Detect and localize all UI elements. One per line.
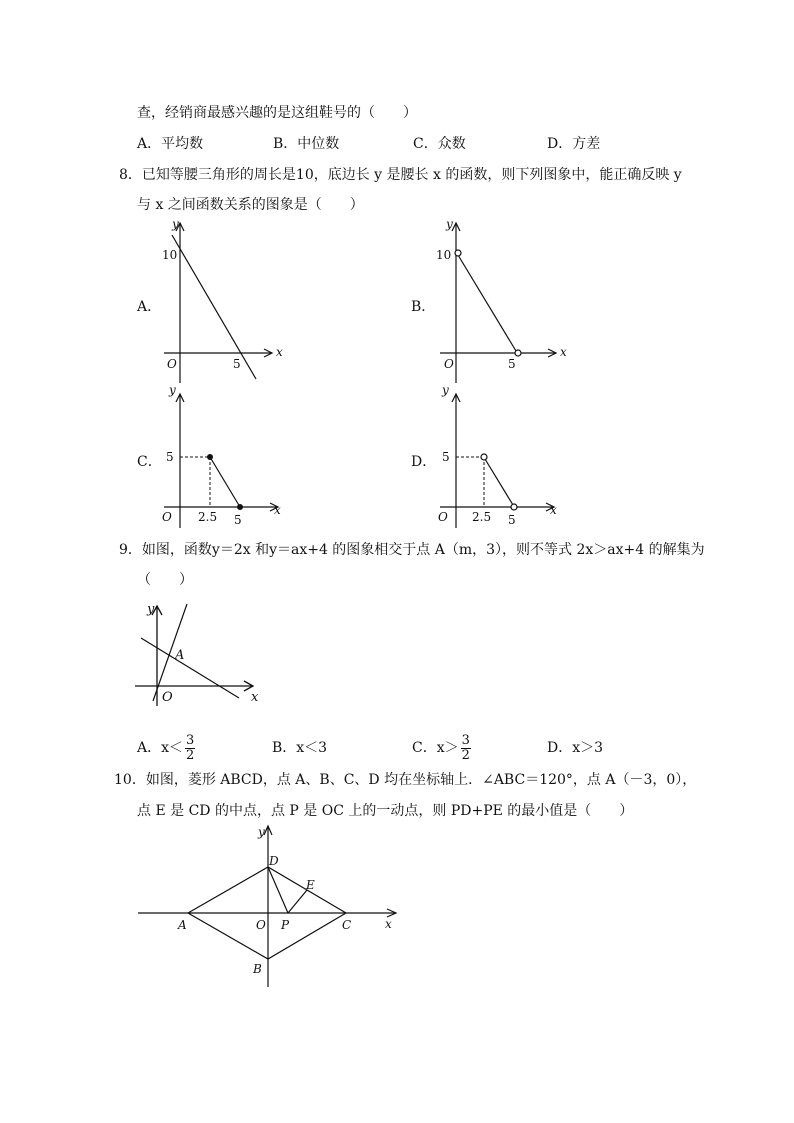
point-e-label: E	[306, 878, 315, 892]
q10-stem-line2: 点 E 是 CD 的中点，点 P 是 OC 上的一动点，则 PD+PE 的最小值是（ ）	[137, 803, 634, 819]
q7-option-d[interactable]: D．方差	[547, 136, 601, 152]
x5-label: 5	[234, 513, 242, 527]
q7-continuation: 查，经销商最感兴趣的是这组鞋号的（ ）	[137, 105, 417, 121]
x5-label: 5	[508, 357, 516, 371]
fraction: $\frac{3}{2}$	[461, 732, 470, 763]
x25-label: 2.5	[198, 510, 218, 524]
y5-label: 5	[166, 450, 174, 464]
x-axis-label: x	[251, 690, 259, 705]
y-axis-label: y	[446, 217, 453, 231]
q7-option-c[interactable]: C．众数	[413, 136, 466, 152]
y-axis-label: y	[169, 383, 176, 397]
y-axis-label: y	[147, 602, 155, 617]
origin-label: O	[162, 690, 173, 705]
q9-stem-line2: （ ）	[137, 572, 193, 588]
x25-label: 2.5	[472, 510, 492, 524]
origin-label: O	[167, 357, 177, 371]
point-p-label: P	[281, 918, 290, 932]
y-axis-label: y	[258, 825, 265, 839]
q8-option-c-label[interactable]: C．	[137, 454, 162, 470]
q8-option-a-label[interactable]: A．	[137, 299, 162, 315]
q8-graph-b	[436, 215, 576, 385]
origin-label: O	[256, 918, 266, 932]
q10-graph	[138, 822, 408, 992]
q8-option-d-label[interactable]: D．	[411, 454, 437, 470]
q7-option-a[interactable]: A．平均数	[137, 136, 204, 152]
q8-graph-a	[160, 215, 290, 385]
x-axis-label: x	[385, 917, 392, 931]
q9-option-d[interactable]: D．x＞3	[547, 740, 604, 756]
point-b-label: B	[253, 962, 262, 976]
q9-option-a-text: A．x＜	[137, 740, 184, 756]
q9-graph	[135, 598, 265, 708]
origin-label: O	[162, 510, 172, 524]
y5-label: 5	[442, 450, 450, 464]
y10-label: 10	[436, 248, 452, 262]
x-axis-label: x	[560, 345, 567, 359]
y10-label: 10	[162, 248, 178, 262]
point-a-label: A	[178, 918, 187, 932]
point-c-label: C	[342, 918, 352, 932]
q8-graph-d	[436, 380, 576, 530]
fraction: $\frac{3}{2}$	[186, 732, 195, 763]
q8-graph-c	[160, 380, 290, 530]
x-axis-label: x	[274, 503, 281, 517]
q9-option-c-text: C．x＞	[412, 740, 459, 756]
point-a-label: A	[175, 648, 185, 663]
q7-option-b[interactable]: B．中位数	[273, 136, 340, 152]
point-d-label: D	[269, 854, 279, 868]
q8-stem-line1: 8．已知等腰三角形的周长是10，底边长 y 是腰长 x 的函数，则下列图象中，能正确反映 y	[119, 167, 682, 183]
q9-option-c[interactable]	[412, 733, 471, 763]
y-axis-label: y	[442, 383, 449, 397]
y-axis-label: y	[172, 217, 179, 231]
origin-label: O	[444, 357, 454, 371]
q9-option-a[interactable]	[137, 733, 195, 763]
x5-label: 5	[233, 357, 241, 371]
x-axis-label: x	[276, 345, 283, 359]
x5-label: 5	[508, 513, 516, 527]
origin-label: O	[438, 510, 448, 524]
q8-option-b-label[interactable]: B．	[411, 299, 436, 315]
q9-stem-line1: 9．如图，函数y＝2x 和y＝ax+4 的图象相交于点 A（m，3），则不等式 2x＞ax+4 的解集为	[119, 542, 705, 558]
q9-option-b[interactable]: B．x＜3	[272, 740, 328, 756]
q8-stem-line2: 与 x 之间函数关系的图象是（ ）	[137, 197, 364, 213]
q10-stem-line1: 10．如图，菱形 ABCD，点 A、B、C、D 均在坐标轴上．∠ABC＝120°，点 A（－3，0），	[114, 772, 697, 788]
x-axis-label: x	[550, 503, 557, 517]
